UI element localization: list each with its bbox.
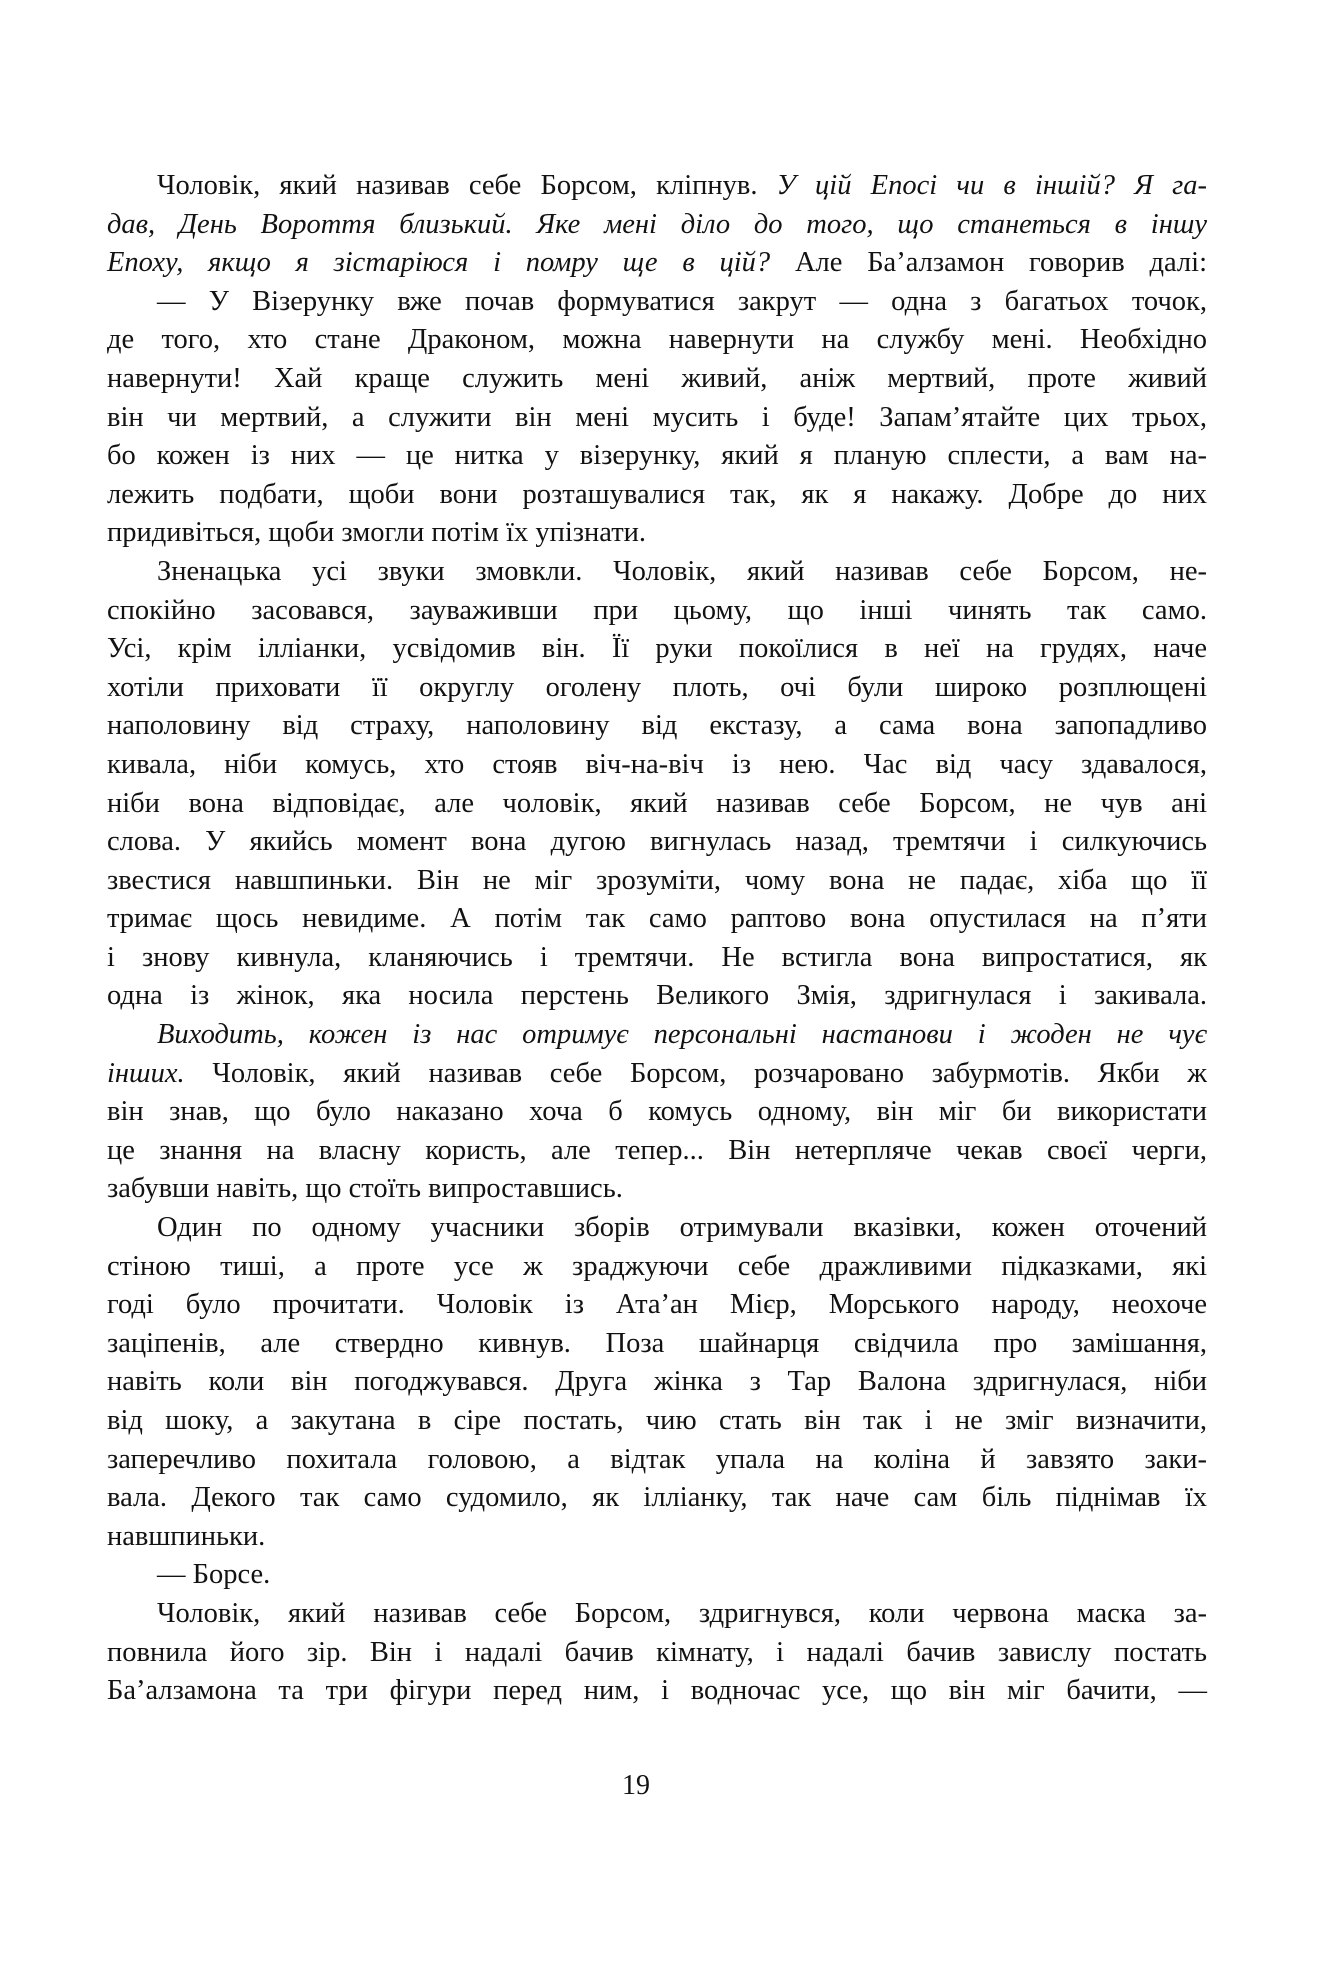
text-line [107, 1325, 1207, 1364]
text-run: одна із жінок, яка носила перстень Великого Змія, здригнулася і закивала. [107, 980, 1207, 1012]
italic-text-run: інших. [107, 1057, 185, 1089]
text-line [107, 746, 1207, 785]
text-line [107, 1441, 1207, 1480]
text-line [107, 823, 1207, 862]
text-run: заціпенів, але ствердно кивнув. Поза шайнарця свідчила про замішання, [107, 1327, 1207, 1359]
text-line [107, 1363, 1207, 1402]
text-run: Але Ба’алзамон говорив далі: [770, 247, 1207, 279]
text-run: кивала, ніби комусь, хто стояв віч-на-віч із нею. Час від часу здавалося, [107, 748, 1207, 780]
text-line [107, 669, 1207, 708]
text-run: де того, хто стане Драконом, можна навернути на службу мені. Необхідно [107, 324, 1207, 356]
text-run: лежить подбати, щоби вони розташувалися так, як я накажу. Добре до них [107, 478, 1207, 510]
text-line [107, 1170, 1207, 1209]
italic-text-run: Виходить, кожен із нас отримує персональні настанови і жоден не чує [157, 1019, 1207, 1051]
text-line [107, 707, 1207, 746]
text-run: спокійно засовався, зауваживши при цьому, що інші чинять так само. [107, 594, 1207, 626]
text-line [107, 1209, 1207, 1248]
text-run: навіть коли він погоджувався. Друга жінка з Тар Валона здригнулася, ніби [107, 1366, 1207, 1398]
text-run: хотіли приховати її округлу оголену плоть, очі були широко розплющені [107, 671, 1207, 703]
text-run: він чи мертвий, а служити він мені мусить і буде! Запам’ятайте цих трьох, [107, 401, 1207, 433]
text-line [107, 1248, 1207, 1287]
text-run: слова. У якийсь момент вона дугою вигнулась назад, тремтячи і силкуючись [107, 826, 1207, 858]
text-run: Один по одному учасники зборів отримували вказівки, кожен оточений [157, 1212, 1207, 1244]
text-line [107, 321, 1207, 360]
text-line [107, 1402, 1207, 1441]
text-run: наполовину від страху, наполовину від екстазу, а сама вона запопадливо [107, 710, 1207, 742]
text-line [107, 1016, 1207, 1055]
text-line [107, 399, 1207, 438]
italic-text-run: дав, День Вороття близький. Яке мені діло до того, що станеться в іншу [107, 208, 1207, 240]
text-run: і знову кивнула, кланяючись і тремтячи. Не встигла вона випростатися, як [107, 941, 1207, 973]
text-run: — Борсе. [157, 1559, 271, 1591]
text-run: повнила його зір. Він і надалі бачив кімнату, і надалі бачив завислу постать [107, 1636, 1207, 1668]
text-line [107, 553, 1207, 592]
text-run: — У Візерунку вже почав формуватися закрут — одна з багатьох точок, [157, 285, 1207, 317]
text-line [107, 244, 1207, 283]
italic-text-run: У цій Епосі чи в іншій? Я га- [776, 170, 1207, 201]
text-line [107, 514, 1207, 553]
text-line [107, 476, 1207, 515]
text-line [107, 167, 1207, 206]
text-line [107, 630, 1207, 669]
text-line [107, 785, 1207, 824]
text-run: ніби вона відповідає, але чоловік, який називав себе Борсом, не чув ані [107, 787, 1207, 819]
text-run: бо кожен із них — це нитка у візерунку, який я планую сплести, а вам на- [107, 440, 1207, 472]
text-line [107, 1132, 1207, 1171]
text-run: Ба’алзамона та три фігури перед ним, і водночас усе, що він міг бачити, — [107, 1675, 1207, 1707]
text-run: це знання на власну користь, але тепер... Він нетерпляче чекав своєї черги, [107, 1134, 1207, 1166]
text-run: забувши навіть, що стоїть випроставшись. [107, 1173, 623, 1205]
text-line [107, 1672, 1207, 1711]
text-run: Усі, крім ілліанки, усвідомив він. Її руки покоїлися в неї на грудях, наче [107, 633, 1207, 665]
text-run: вала. Декого так само судомило, як ілліанку, так наче сам біль піднімав їх [107, 1482, 1207, 1514]
text-line [107, 283, 1207, 322]
text-line [107, 1286, 1207, 1325]
text-run: звестися навшпиньки. Він не міг зрозуміти, чому вона не падає, хіба що її [107, 864, 1207, 896]
italic-text-run: Епоху, якщо я зістаріюся і помру ще в цій? [107, 247, 771, 279]
text-line [107, 1595, 1207, 1634]
text-line [107, 1634, 1207, 1673]
text-line [107, 592, 1207, 631]
text-run: Чоловік, який називав себе Борсом, здригнувся, коли червона маска за- [157, 1597, 1207, 1629]
text-run: стіною тиші, а проте усе ж зраджуючи себе дражливими підказками, які [107, 1250, 1207, 1282]
text-line [107, 437, 1207, 476]
text-line [107, 1093, 1207, 1132]
text-line [107, 939, 1207, 978]
text-line [107, 360, 1207, 399]
text-line [107, 900, 1207, 939]
text-line [107, 206, 1207, 245]
text-run: заперечливо похитала головою, а відтак упала на коліна й завзято заки- [107, 1443, 1207, 1475]
text-line [107, 1479, 1207, 1518]
text-run: Чоловік, який називав себе Борсом, кліпнув. [157, 170, 777, 201]
text-line [107, 1556, 1207, 1595]
text-run: Зненацька усі звуки змовкли. Чоловік, який називав себе Борсом, не- [157, 555, 1207, 587]
page-number: 19 [622, 1770, 650, 1801]
text-run: придивіться, щоби змогли потім їх упізнати. [107, 517, 647, 549]
text-line [107, 1055, 1207, 1094]
text-run: годі було прочитати. Чоловік із Ата’ан Мієр, Морського народу, неохоче [107, 1289, 1207, 1321]
text-line [107, 862, 1207, 901]
text-run: він знав, що було наказано хоча б комусь одному, він міг би використати [107, 1096, 1207, 1128]
text-line [107, 1518, 1207, 1557]
body-text [107, 167, 1207, 1711]
text-run: Чоловік, який називав себе Борсом, розчаровано забурмотів. Якби ж [184, 1057, 1207, 1089]
text-run: від шоку, а закутана в сіре постать, чию стать він так і не зміг визначити, [107, 1405, 1207, 1436]
text-run: тримає щось невидиме. А потім так само раптово вона опустилася на п’яти [107, 903, 1207, 935]
text-run: навернути! Хай краще служить мені живий, аніж мертвий, проте живий [107, 362, 1207, 394]
text-line [107, 977, 1207, 1016]
text-run: навшпиньки. [107, 1520, 266, 1552]
